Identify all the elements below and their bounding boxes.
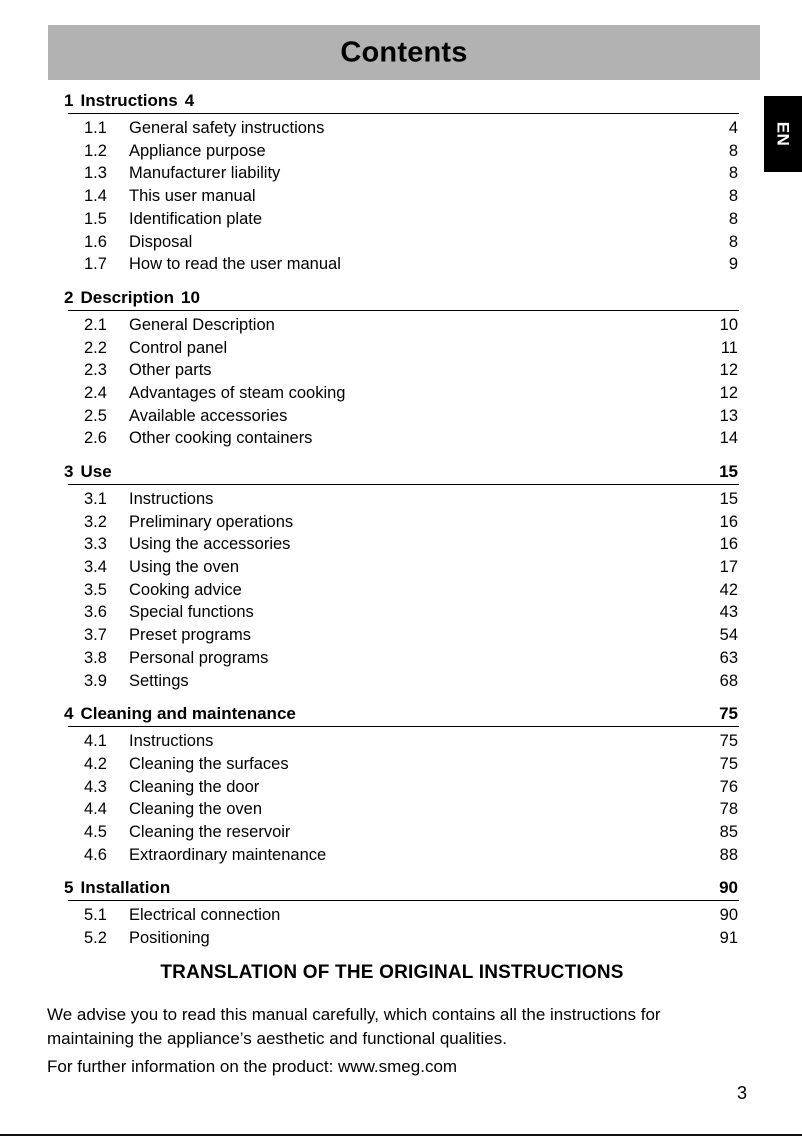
toc-entry[interactable]	[64, 927, 738, 950]
toc-entry-number: 4.6	[84, 845, 107, 864]
toc-entry-number: 3.4	[84, 558, 107, 577]
toc-entry-page: 10	[719, 315, 738, 334]
toc-section-number: 1	[64, 91, 74, 110]
toc-entry-page: 8	[728, 209, 738, 228]
toc-entry-number: 3.3	[84, 535, 107, 554]
toc-section	[64, 289, 738, 450]
toc-entry[interactable]	[64, 821, 738, 844]
toc-entry-title: Preliminary operations	[129, 512, 294, 531]
toc-entry-page: 8	[728, 164, 738, 183]
toc-entry-number: 5.1	[84, 906, 107, 925]
toc-entry-number: 4.3	[84, 777, 107, 796]
toc-entry[interactable]	[64, 647, 738, 670]
toc-entry-title: Manufacturer liability	[129, 164, 281, 183]
toc-entry-page: 42	[719, 580, 738, 599]
toc-entry-page: 63	[719, 648, 738, 667]
table-of-contents	[64, 92, 738, 950]
toc-entry[interactable]	[64, 511, 738, 534]
toc-entry[interactable]	[64, 382, 738, 405]
toc-entry-number: 2.3	[84, 361, 107, 380]
toc-entry-page: 54	[719, 626, 738, 645]
toc-entry-number: 3.9	[84, 671, 107, 690]
footer-block	[47, 963, 737, 1079]
toc-entry[interactable]	[64, 359, 738, 382]
toc-section-gap	[64, 450, 738, 463]
toc-entry[interactable]	[64, 208, 738, 231]
toc-entry-page: 16	[719, 512, 738, 531]
toc-entry-page: 9	[728, 255, 738, 274]
toc-entry-number: 1.3	[84, 164, 107, 183]
toc-entry[interactable]	[64, 230, 738, 253]
toc-section-page: 4	[184, 91, 195, 110]
toc-entry-title: General Description	[129, 315, 275, 334]
toc-entry-number: 3.5	[84, 580, 107, 599]
toc-entry[interactable]	[64, 162, 738, 185]
toc-entry-title: This user manual	[129, 187, 256, 206]
toc-entry[interactable]	[64, 185, 738, 208]
toc-entry[interactable]	[64, 253, 738, 276]
toc-entry-number: 2.4	[84, 383, 107, 402]
toc-entry-number: 2.6	[84, 429, 107, 448]
toc-entry-title: Appliance purpose	[129, 141, 266, 160]
toc-entry-title: Disposal	[129, 232, 193, 251]
toc-entry-number: 5.2	[84, 929, 107, 948]
toc-entry[interactable]	[64, 488, 738, 511]
toc-section-title: Description	[80, 287, 174, 307]
toc-entry-page: 90	[719, 906, 738, 925]
language-tab-label: EN	[773, 121, 793, 147]
toc-entry[interactable]	[64, 904, 738, 927]
toc-subsection-list	[64, 314, 738, 450]
toc-entry-page: 8	[728, 232, 738, 251]
toc-entry-number: 4.4	[84, 800, 107, 819]
toc-entry[interactable]	[64, 753, 738, 776]
contents-header-banner	[48, 25, 760, 80]
toc-section-heading[interactable]	[64, 879, 738, 900]
toc-entry-page: 78	[719, 800, 738, 819]
toc-entry-page: 16	[719, 535, 738, 554]
toc-subsection-list	[64, 904, 738, 949]
toc-entry-number: 3.7	[84, 626, 107, 645]
toc-entry-number: 2.2	[84, 338, 107, 357]
toc-entry-page: 4	[728, 119, 738, 138]
toc-section-divider	[68, 484, 739, 485]
toc-entry[interactable]	[64, 337, 738, 360]
toc-entry-page: 88	[719, 845, 738, 864]
toc-entry-title: Settings	[129, 671, 189, 690]
toc-section-divider	[68, 310, 739, 311]
toc-entry-title: Electrical connection	[129, 906, 281, 925]
toc-entry-number: 1.6	[84, 232, 107, 251]
toc-entry-title: Available accessories	[129, 406, 288, 425]
translation-heading: TRANSLATION OF THE ORIGINAL INSTRUCTIONS	[160, 962, 624, 983]
toc-entry[interactable]	[64, 117, 738, 140]
toc-entry-number: 3.6	[84, 603, 107, 622]
toc-entry-number: 2.5	[84, 406, 107, 425]
toc-subsection-list	[64, 117, 738, 276]
toc-entry-page: 13	[719, 406, 738, 425]
toc-entry-title: Identification plate	[129, 209, 263, 228]
footer-paragraph-2: For further information on the product: www.smeg.com	[47, 1056, 458, 1076]
toc-entry-title: Control panel	[129, 338, 228, 357]
toc-section-heading[interactable]	[64, 463, 738, 484]
toc-entry-number: 3.2	[84, 512, 107, 531]
toc-section	[64, 463, 738, 692]
toc-section-page: 15	[719, 461, 738, 481]
toc-entry-title: General safety instructions	[129, 119, 325, 138]
toc-entry-title: Instructions	[129, 490, 214, 509]
toc-entry-title: Cleaning the surfaces	[129, 754, 289, 773]
toc-entry-title: Other parts	[129, 361, 212, 380]
toc-entry-page: 75	[719, 732, 738, 751]
toc-entry-title: Cleaning the oven	[129, 800, 263, 819]
toc-entry-title: Positioning	[129, 929, 210, 948]
toc-entry[interactable]	[64, 314, 738, 337]
toc-entry-number: 1.1	[84, 119, 107, 138]
toc-entry[interactable]	[64, 405, 738, 428]
toc-entry-number: 1.4	[84, 187, 107, 206]
toc-section-title: Installation	[80, 878, 171, 898]
toc-entry[interactable]	[64, 556, 738, 579]
toc-entry[interactable]	[64, 776, 738, 799]
toc-entry-number: 4.2	[84, 754, 107, 773]
toc-entry-number: 4.1	[84, 732, 107, 751]
toc-entry[interactable]	[64, 140, 738, 163]
footer-paragraph-1: We advise you to read this manual carefully, which contains all the instructions for maintaining the appliance’s aesthetic and functional qualities.	[47, 1005, 661, 1048]
toc-entry-number: 1.2	[84, 141, 107, 160]
toc-section-title: Cleaning and maintenance	[80, 704, 296, 724]
toc-entry[interactable]	[64, 798, 738, 821]
toc-section-number: 2	[64, 287, 74, 307]
toc-section-number: 4	[64, 704, 74, 724]
toc-entry-title: Using the accessories	[129, 535, 291, 554]
toc-entry-title: Special functions	[129, 603, 254, 622]
toc-section	[64, 705, 738, 866]
toc-entry-title: Preset programs	[129, 626, 251, 645]
toc-entry-page: 8	[728, 187, 738, 206]
toc-entry-title: Instructions	[129, 732, 214, 751]
toc-section-page: 75	[719, 704, 738, 724]
toc-section-page: 90	[719, 878, 738, 898]
toc-entry-page: 12	[719, 361, 738, 380]
toc-entry-title: Cleaning the door	[129, 777, 260, 796]
toc-entry-title: Personal programs	[129, 648, 269, 667]
toc-entry-page: 91	[719, 929, 738, 948]
toc-entry-page: 76	[719, 777, 738, 796]
toc-section-page: 10	[181, 287, 200, 307]
toc-entry-page: 17	[719, 558, 738, 577]
language-tab	[764, 96, 802, 172]
toc-section-title: Instructions	[80, 91, 178, 110]
toc-entry-number: 4.5	[84, 822, 107, 841]
toc-entry-title: How to read the user manual	[129, 255, 341, 274]
toc-section-heading[interactable]	[64, 92, 738, 113]
toc-entry-page: 14	[719, 429, 738, 448]
toc-entry[interactable]	[64, 533, 738, 556]
page-number: 3	[736, 1083, 747, 1103]
toc-entry-title: Cooking advice	[129, 580, 242, 599]
toc-entry[interactable]	[64, 844, 738, 867]
toc-section-heading[interactable]	[64, 289, 738, 310]
toc-entry-number: 1.5	[84, 209, 107, 228]
toc-entry[interactable]	[64, 669, 738, 692]
toc-entry-page: 8	[728, 141, 738, 160]
toc-entry[interactable]	[64, 579, 738, 602]
toc-section-number: 5	[64, 878, 74, 898]
toc-section-divider	[68, 900, 739, 901]
toc-section-heading[interactable]	[64, 705, 738, 726]
toc-entry-page: 75	[719, 754, 738, 773]
toc-entry[interactable]	[64, 427, 738, 450]
toc-section	[64, 92, 738, 276]
page-title: Contents	[340, 36, 468, 68]
toc-section-divider	[68, 726, 739, 727]
toc-entry-title: Advantages of steam cooking	[129, 383, 346, 402]
toc-entry-title: Other cooking containers	[129, 429, 313, 448]
toc-entry[interactable]	[64, 624, 738, 647]
toc-entry[interactable]	[64, 730, 738, 753]
toc-section-number: 3	[64, 461, 74, 481]
toc-entry-page: 68	[719, 671, 738, 690]
toc-entry-page: 85	[719, 822, 738, 841]
toc-subsection-list	[64, 730, 738, 866]
toc-entry-title: Using the oven	[129, 558, 240, 577]
toc-entry-number: 3.1	[84, 490, 107, 509]
toc-entry-page: 12	[719, 383, 738, 402]
toc-entry[interactable]	[64, 601, 738, 624]
toc-entry-number: 1.7	[84, 255, 107, 274]
toc-entry-page: 15	[719, 490, 738, 509]
toc-section-divider	[68, 113, 739, 114]
toc-entry-title: Cleaning the reservoir	[129, 822, 291, 841]
toc-section-title: Use	[80, 461, 112, 481]
toc-subsection-list	[64, 488, 738, 692]
toc-entry-title: Extraordinary maintenance	[129, 845, 327, 864]
toc-entry-page: 11	[720, 338, 738, 357]
toc-entry-number: 3.8	[84, 648, 107, 667]
toc-section-gap	[64, 276, 738, 289]
toc-section	[64, 879, 738, 949]
toc-entry-page: 43	[719, 603, 738, 622]
toc-entry-number: 2.1	[84, 315, 107, 334]
